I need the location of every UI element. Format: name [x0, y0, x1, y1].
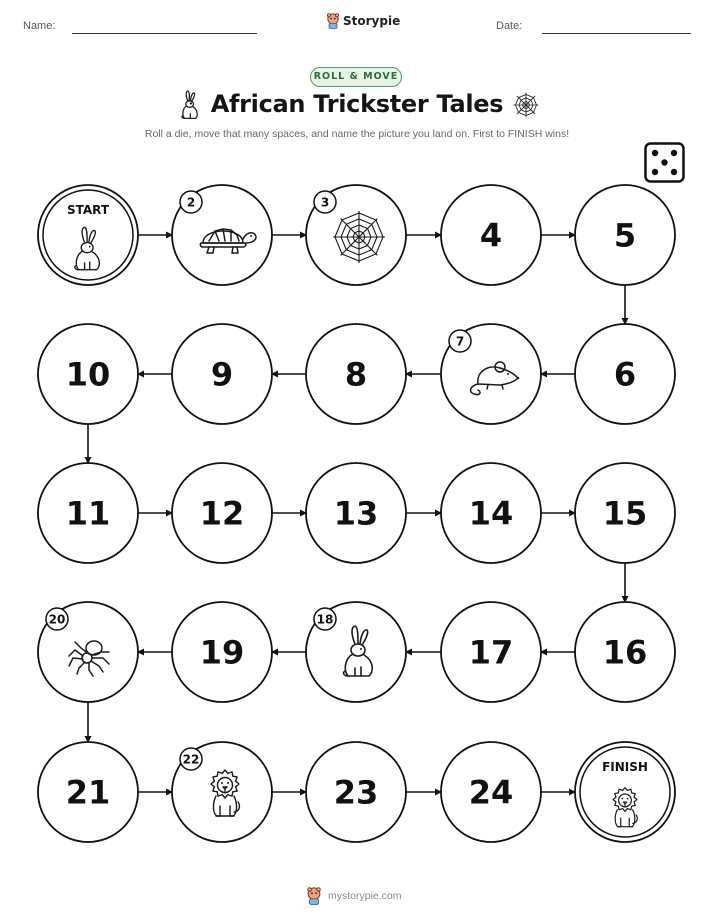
page-title: African Trickster Tales — [210, 90, 504, 118]
board-space-6[interactable] — [575, 324, 675, 424]
space-number: 5 — [613, 216, 637, 255]
start-label: START — [66, 203, 110, 217]
space-number: 8 — [344, 355, 368, 394]
space-number: 24 — [468, 773, 514, 812]
board-space-4[interactable] — [441, 185, 541, 285]
board-space-19[interactable] — [172, 602, 272, 702]
board-space-12[interactable] — [172, 463, 272, 563]
space-number: 15 — [602, 494, 648, 533]
board-space-11[interactable] — [38, 463, 138, 563]
board-space-2[interactable] — [172, 185, 272, 285]
space-number: 14 — [468, 494, 514, 533]
board-space-25[interactable] — [575, 742, 675, 842]
space-number: 3 — [320, 195, 330, 210]
board-space-18[interactable] — [306, 602, 406, 702]
board-space-10[interactable] — [38, 324, 138, 424]
footer — [306, 887, 402, 905]
space-number: 10 — [65, 355, 111, 394]
spider-web-icon — [333, 211, 385, 263]
instructions: Roll a die, move that many spaces, and name the picture you land on. First to FINISH wins! — [144, 128, 570, 140]
board-space-13[interactable] — [306, 463, 406, 563]
footer-url[interactable]: mystorypie.com — [328, 890, 402, 902]
space-number: 11 — [65, 494, 111, 533]
space-number: 21 — [65, 773, 111, 812]
space-number: 16 — [602, 633, 648, 672]
board-space-16[interactable] — [575, 602, 675, 702]
brand-name: Storypie — [343, 14, 401, 28]
storypie-mascot-icon — [306, 887, 322, 905]
board-space-9[interactable] — [172, 324, 272, 424]
board-space-5[interactable] — [575, 185, 675, 285]
board-space-14[interactable] — [441, 463, 541, 563]
space-number: 12 — [199, 494, 245, 533]
board-space-8[interactable] — [306, 324, 406, 424]
space-number: 4 — [479, 216, 503, 255]
board-space-1[interactable] — [38, 185, 138, 285]
space-number: 19 — [199, 633, 245, 672]
board-space-3[interactable] — [306, 185, 406, 285]
board-space-15[interactable] — [575, 463, 675, 563]
space-number: 17 — [468, 633, 514, 672]
space-number: 13 — [333, 494, 379, 533]
board-space-7[interactable] — [441, 324, 541, 424]
space-number: 18 — [316, 612, 334, 627]
board-space-23[interactable] — [306, 742, 406, 842]
roll-and-move-badge: ROLL & MOVE — [310, 67, 402, 87]
space-number: 23 — [333, 773, 379, 812]
board-space-21[interactable] — [38, 742, 138, 842]
name-label: Name: — [23, 20, 56, 32]
space-number: 7 — [455, 334, 465, 349]
finish-label: FINISH — [602, 760, 648, 774]
space-number: 6 — [613, 355, 637, 394]
space-number: 20 — [48, 612, 66, 627]
space-number: 9 — [210, 355, 234, 394]
date-label: Date: — [496, 20, 523, 32]
board-space-22[interactable] — [172, 742, 272, 842]
board-space-24[interactable] — [441, 742, 541, 842]
board-space-20[interactable] — [38, 602, 138, 702]
space-number: 22 — [182, 752, 200, 767]
board-space-17[interactable] — [441, 602, 541, 702]
space-number: 2 — [186, 195, 196, 210]
